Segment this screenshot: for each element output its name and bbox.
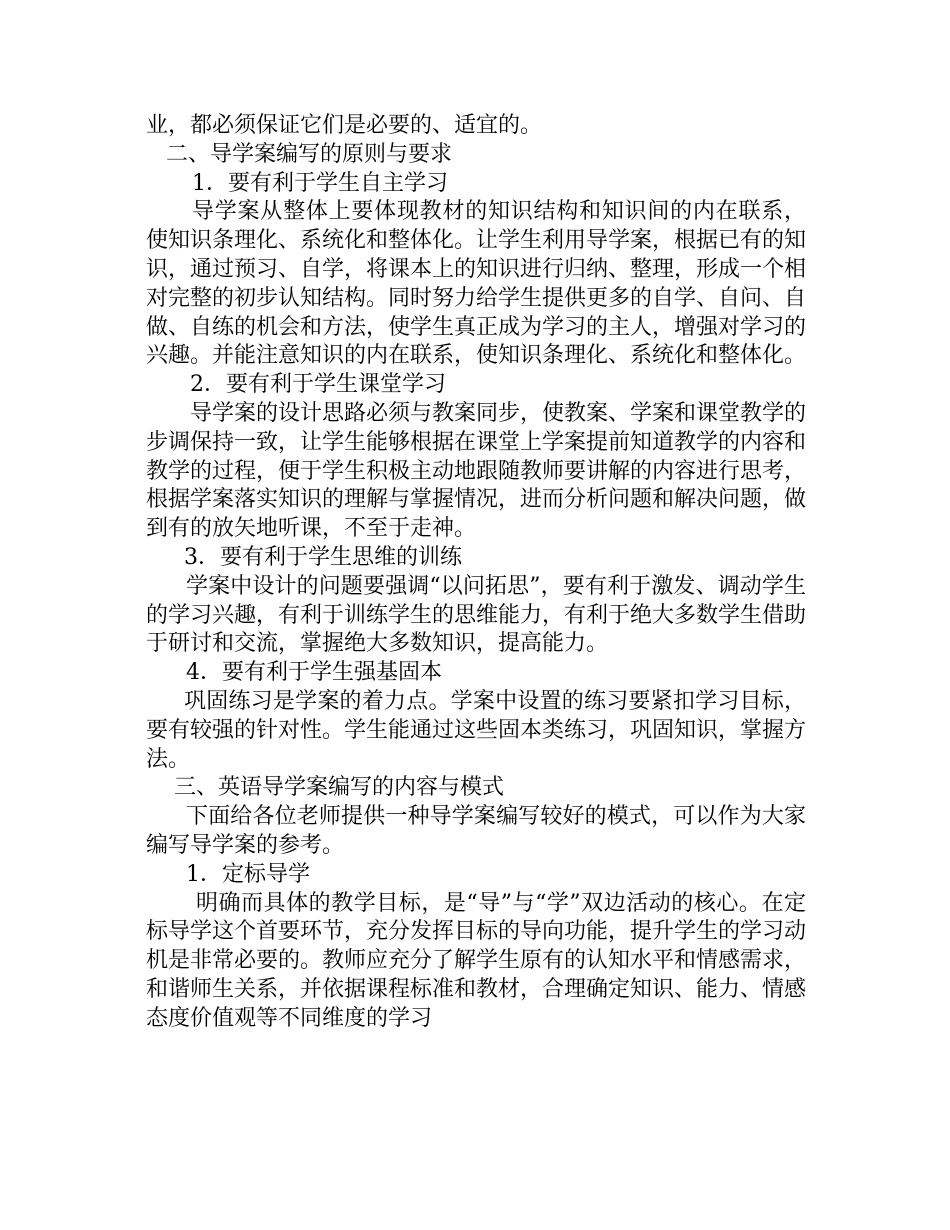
paragraph-self-study: 导学案从整体上要体现教材的知识结构和知识间的内在联系，使知识条理化、系统化和整体化。让学生利用导学案，根据已有的知识，通过预习、自学，将课本上的知识进行归纳、整理，形成一个相对完整的初步认知结构。同时努力给学生提供更多的自学、自问、自做、自练的机会和方法，使学生真正成为学习的主人，增强对学习的兴趣。并能注意知识的内在联系，使知识条理化、系统化和整体化。 [146, 199, 807, 369]
subheading-1: 1．要有利于学生自主学习 [192, 170, 448, 196]
document-page [146, 112, 806, 1034]
paragraph-goal-setting: 明确而具体的教学目标，是“导”与“学”双边活动的核心。在定标导学这个首要环节，充分发挥目标的导向功能，提升学生的学习动机是非常必要的。教师应充分了解学生原有的认知水平和情感需求，和谐师生关系，并依据课程标准和教材，合理确定知识、能力、情感态度价值观等不同维度的学习 [146, 890, 807, 1031]
section-heading-3: 三、英语导学案编写的内容与模式 [174, 775, 505, 801]
subheading-goal-setting: 1．定标导学 [186, 861, 310, 887]
paragraph-model-intro: 下面给各位老师提供一种导学案编写较好的模式，可以作为大家编写导学案的参考。 [146, 804, 806, 858]
subheading-2: 2．要有利于学生课堂学习 [190, 372, 446, 398]
paragraph-consolidation: 巩固练习是学案的着力点。学案中设置的练习要紧扣学习目标，要有较强的针对性。学生能通过这些固本类练习，巩固知识，掌握方法。 [146, 688, 807, 772]
subheading-3: 3．要有利于学生思维的训练 [184, 544, 462, 570]
paragraph-classroom-learning: 导学案的设计思路必须与教案同步，使教案、学案和课堂教学的步调保持一致，让学生能够根据在课堂上学案提前知道教学的内容和教学的过程，便于学生积极主动地跟随教师要讲解的内容进行思考，根据学案落实知识的理解与掌握情况，进而分析问题和解决问题，做到有的放矢地听课，不至于走神。 [146, 400, 807, 542]
subheading-4: 4．要有利于学生强基固本 [186, 660, 442, 686]
section-heading-2: 二、导学案编写的原则与要求 [166, 141, 453, 167]
paragraph-thinking-training: 学案中设计的问题要强调“以问拓思”，要有利于激发、调动学生的学习兴趣，有利于训练学生的思维能力，有利于绝大多数学生借助于研讨和交流，掌握绝大多数知识，提高能力。 [146, 573, 807, 657]
paragraph-continued: 业，都必须保证它们是必要的、适宜的。 [146, 113, 543, 138]
